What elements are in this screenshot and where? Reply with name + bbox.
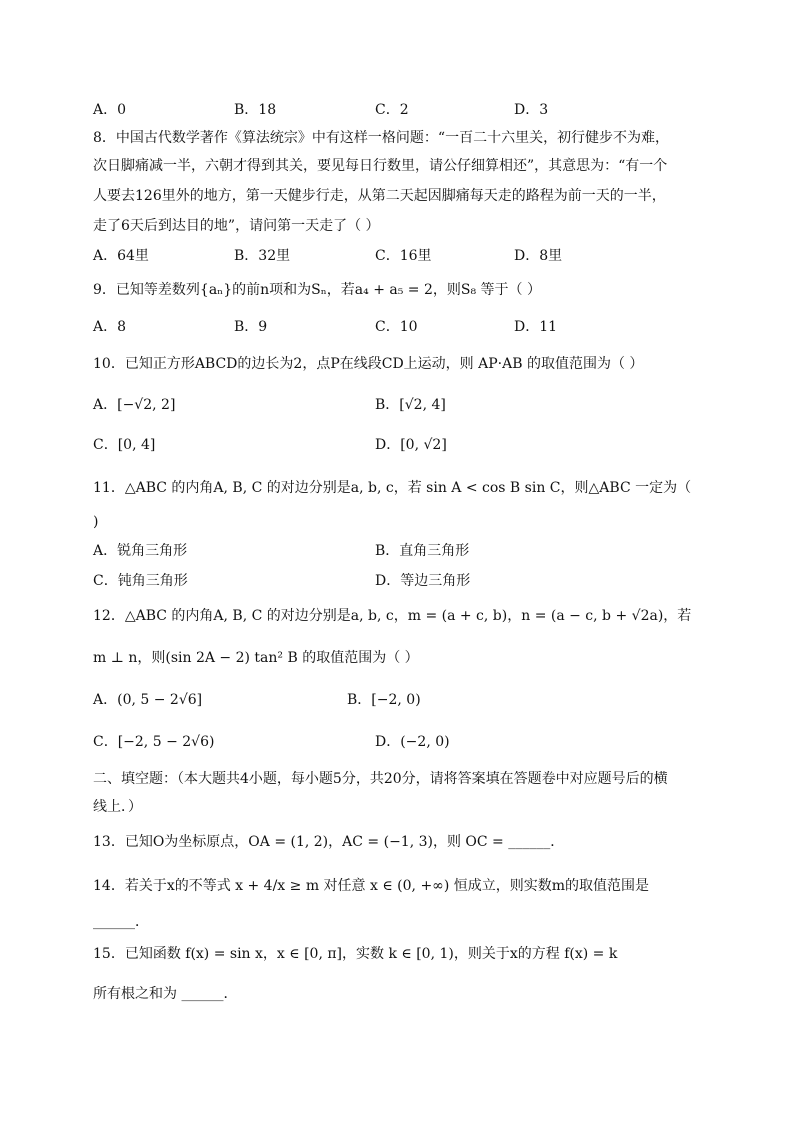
q12-stem-line-1: 12．△ABC 的内角A, B, C 的对边分别是a, b, c，m = (a + c, b)，n = (a − c, b + √2a)，若	[93, 608, 692, 624]
q10-option-d: D．[0, √2]	[375, 437, 447, 453]
q10-option-c: C．[0, 4]	[93, 437, 156, 453]
q12-option-b: B．[−2, 0)	[347, 692, 421, 708]
q12-stem-line-2: m ⊥ n，则(sin 2A − 2) tan² B 的取值范围为（ ）	[93, 650, 419, 666]
q15-stem-line-1: 15．已知函数 f(x) = sin x，x ∈ [0, π]，实数 k ∈ [0, 1)，则关于x的方程 f(x) = k	[93, 946, 618, 962]
q9-option-c: C．10	[375, 319, 418, 335]
q13-stem: 13．已知O为坐标原点，OA = (1, 2)，AC = (−1, 3)，则 OC = ______．	[93, 834, 565, 850]
q7-option-a: A．0	[93, 102, 127, 118]
q9-option-d: D．11	[514, 319, 558, 335]
q14-stem-line-1: 14．若关于x的不等式 x + 4/x ≥ m 对任意 x ∈ (0, +∞) 恒成立，则实数m的取值范围是	[93, 878, 650, 894]
q8-option-c: C．16里	[375, 248, 432, 264]
q7-option-b: B．18	[234, 102, 277, 118]
q8-stem-line-2: 次日脚痛减一半，六朝才得到其关，要见每日行数里，请公仔细算相还”，其意思为：“有一个	[93, 158, 668, 174]
q7-option-c: C．2	[375, 102, 409, 118]
q11-option-a: A．锐角三角形	[93, 543, 188, 559]
q9-stem: 9．已知等差数列{aₙ}的前n项和为Sₙ，若a₄ + a₅ = 2，则S₈ 等于（ ）	[93, 282, 541, 298]
q12-option-c: C．[−2, 5 − 2√6)	[93, 734, 215, 750]
q8-stem-line-4: 走了6天后到达目的地”，请问第一天走了（ ）	[93, 218, 380, 234]
q9-option-a: A．8	[93, 319, 127, 335]
section-heading-line-2: 线上．）	[93, 799, 142, 815]
q11-option-b: B．直角三角形	[375, 543, 470, 559]
q8-option-d: D．8里	[514, 248, 563, 264]
q11-option-d: D．等边三角形	[375, 573, 471, 589]
q11-option-c: C．钝角三角形	[93, 573, 188, 589]
q10-stem: 10．已知正方形ABCD的边长为2，点P在线段CD上运动，则 AP·AB 的取值范围为（ ）	[93, 356, 644, 372]
q12-option-a: A．(0, 5 − 2√6]	[93, 692, 203, 708]
q12-option-d: D．(−2, 0)	[375, 734, 450, 750]
q8-stem-line-1: 8．中国古代数学著作《算法统宗》中有这样一格问题：“一百二十六里关，初行健步不为难，	[93, 130, 670, 146]
q15-stem-line-2: 所有根之和为 ______．	[93, 986, 238, 1002]
q7-option-d: D．3	[514, 102, 549, 118]
section-heading-line-1: 二、填空题：（本大题共4小题，每小题5分，共20分，请将答案填在答题卷中对应题号后的横	[93, 771, 668, 787]
q10-option-a: A．[−√2, 2]	[93, 397, 176, 413]
q14-stem-line-2: ______．	[93, 914, 149, 930]
q9-option-b: B．9	[234, 319, 268, 335]
q11-stem-line-1: 11．△ABC 的内角A, B, C 的对边分别是a, b, c，若 sin A < cos B sin C，则△ABC 一定为（	[93, 480, 692, 496]
q8-option-b: B．32里	[234, 248, 291, 264]
q10-option-b: B．[√2, 4]	[375, 397, 446, 413]
q11-stem-line-2: )	[93, 514, 99, 530]
q8-option-a: A．64里	[93, 248, 149, 264]
q8-stem-line-3: 人要去126里外的地方，第一天健步行走，从第二天起因脚痛每天走的路程为前一天的一半，	[93, 188, 666, 204]
